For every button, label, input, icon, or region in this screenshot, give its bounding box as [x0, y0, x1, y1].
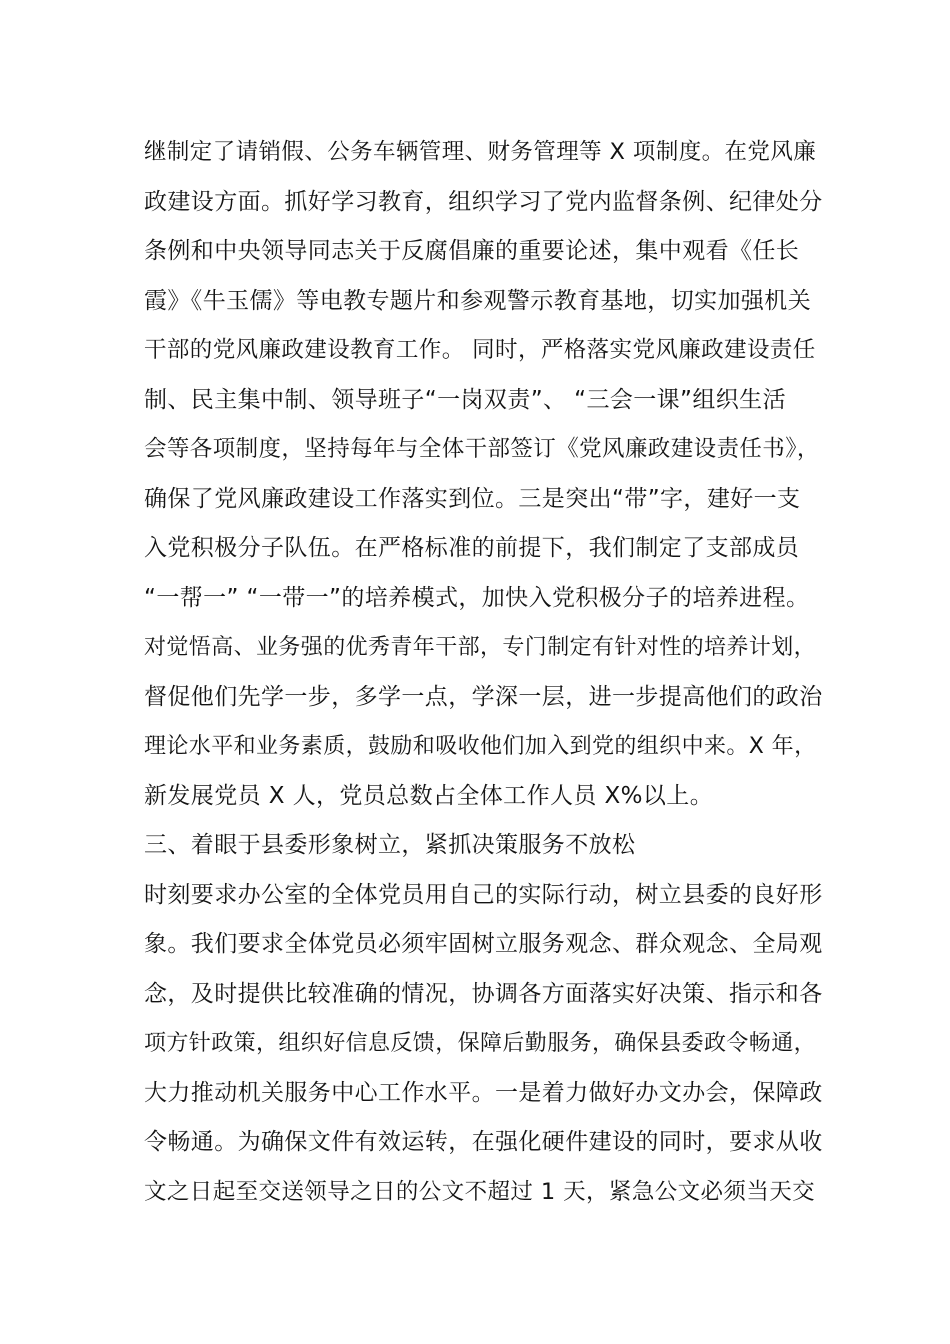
body-text: [144, 128, 824, 1217]
text-line: 霞》《牛玉儒》等电教专题片和参观警示教育基地，切实加强机关: [144, 287, 812, 314]
text-line: 入党积极分子队伍。在严格标准的前提下，我们制定了支部成员: [144, 535, 800, 561]
text-line: 项方针政策，组织好信息反馈，保障后勤服务，确保县委政令畅通，: [144, 1031, 817, 1056]
text-line: 象。我们要求全体党员必须牢固树立服务观念、群众观念、全局观: [144, 931, 823, 957]
text-line: 政建设方面。抓好学习教育，组织学习了党内监督条例、纪律处分: [144, 188, 823, 215]
text-line: 会等各项制度，坚持每年与全体干部签订《党风廉政建设责任书》，: [144, 436, 820, 462]
text-line: 大力推动机关服务中心工作水平。一是着力做好办文办会，保障政: [144, 1079, 823, 1106]
section-heading: 三、着眼于县委形象树立，紧抓决策服务不放松: [144, 832, 636, 858]
text-line: 理论水平和业务素质，鼓励和吸收他们加入到党的组织中来。X 年，: [144, 734, 817, 759]
text-line: 确保了党风廉政建设工作落实到位。三是突出“带”字，建好一支: [144, 485, 801, 512]
text-line: 时刻要求办公室的全体党员用自己的实际行动，树立县委的良好形: [144, 881, 823, 908]
text-line: 对觉悟高、业务强的优秀青年干部，专门制定有针对性的培养计划，: [144, 635, 817, 660]
text-line: “一帮一” “一带一”的培养模式，加快入党积极分子的培养进程。: [144, 584, 810, 611]
text-line: 新发展党员 X 人，党员总数占全体工作人员 X%以上。: [144, 782, 714, 809]
text-line: 干部的党风廉政建设教育工作。 同时，严格落实党风廉政建设责任: [144, 337, 816, 363]
text-line: 文之日起至交送领导之日的公文不超过 1 天，紧急公文必须当天交: [144, 1178, 816, 1205]
text-line: 制、民主集中制、领导班子“一岗双责”、 “三会一课”组织生活: [144, 386, 786, 413]
text-line: 令畅通。为确保文件有效运转，在强化硬件建设的同时，要求从收: [144, 1129, 823, 1155]
text-line: 条例和中央领导同志关于反腐倡廉的重要论述，集中观看《任长: [144, 238, 800, 264]
text-line: 督促他们先学一步，多学一点，学深一层，进一步提高他们的政治: [144, 683, 823, 710]
text-line: 念，及时提供比较准确的情况，协调各方面落实好决策、指示和各: [144, 980, 823, 1007]
text-line: 继制定了请销假、公务车辆管理、财务管理等 X 项制度。在党风廉: [144, 139, 817, 165]
